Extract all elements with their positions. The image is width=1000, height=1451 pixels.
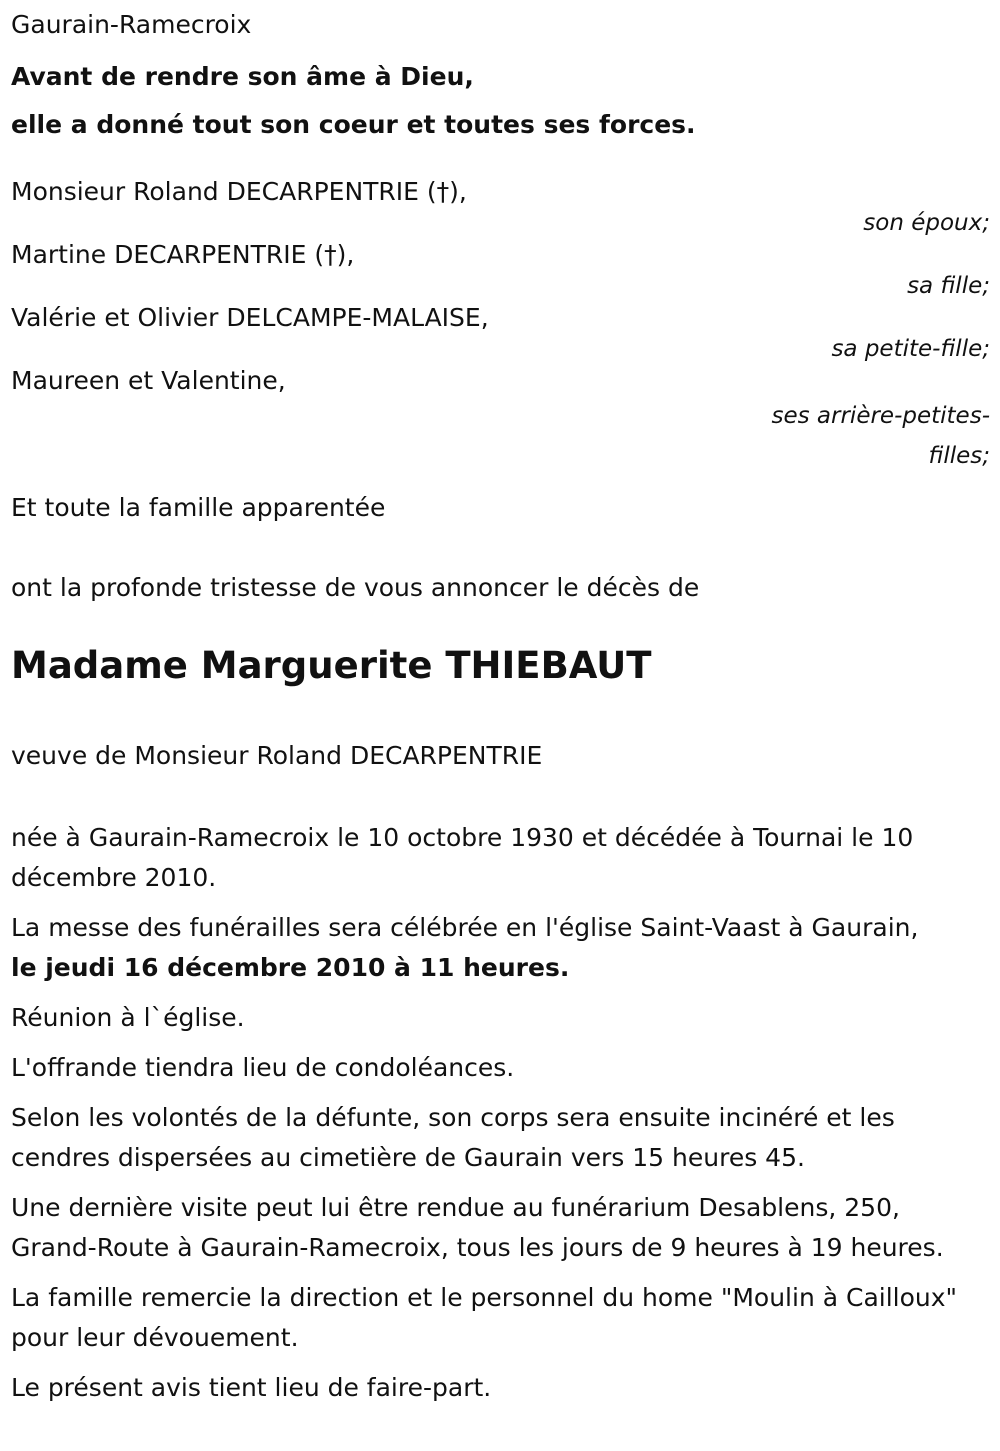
widow-of: veuve de Monsieur Roland DECARPENTRIE (11, 741, 543, 770)
mass-paragraph (11, 908, 990, 988)
family-member (11, 177, 990, 239)
offering-text: L'offrande tiendra lieu de condoléances. (11, 1053, 515, 1082)
lead-line-1: Avant de rendre son âme à Dieu, (11, 62, 474, 91)
family-list (11, 177, 990, 476)
family-member-name: Maureen et Valentine, (11, 366, 286, 395)
family-member-name: Valérie et Olivier DELCAMPE-MALAISE, (11, 303, 489, 332)
town-name: Gaurain-Ramecroix (11, 10, 252, 39)
family-member (11, 240, 990, 302)
announcement-text: ont la profonde tristesse de vous annoncer le décès de (11, 573, 700, 602)
family-member-name: Monsieur Roland DECARPENTRIE (†), (11, 177, 467, 206)
lead-line-2: elle a donné tout son coeur et toutes ses forces. (11, 110, 696, 139)
visit-text: Une dernière visite peut lui être rendue au funérarium Desablens, 250, Grand-Route à Gaurain-Ramecroix, tous les jours de 9 heures à 19 heures. (11, 1193, 944, 1262)
family-member-role: sa fille; (907, 273, 990, 299)
family-member (11, 303, 990, 365)
meeting-text: Réunion à l`église. (11, 1003, 245, 1032)
family-member-role: son époux; (863, 210, 990, 236)
deceased-name: Madame Marguerite THIEBAUT (11, 644, 652, 687)
mass-intro: La messe des funérailles sera célébrée en l'église Saint-Vaast à Gaurain, (11, 913, 919, 942)
family-member-role: ses arrière-petites-filles; (771, 403, 990, 469)
cremation-text: Selon les volontés de la défunte, son corps sera ensuite incinéré et les cendres dispersées au cimetière de Gaurain vers 15 heures 45. (11, 1103, 895, 1172)
obituary-notice (0, 5, 1000, 1451)
mass-date: le jeudi 16 décembre 2010 à 11 heures. (11, 953, 570, 982)
notice-text: Le présent avis tient lieu de faire-part. (11, 1373, 492, 1402)
thanks-text: La famille remercie la direction et le personnel du home "Moulin à Cailloux" pour leur dévouement. (11, 1283, 958, 1352)
extended-family: Et toute la famille apparentée (11, 493, 386, 522)
family-member-role: sa petite-fille; (831, 336, 990, 362)
family-member (11, 366, 990, 476)
birth-death-text: née à Gaurain-Ramecroix le 10 octobre 1930 et décédée à Tournai le 10 décembre 2010. (11, 823, 914, 892)
family-member-name: Martine DECARPENTRIE (†), (11, 240, 355, 269)
funeral-details (11, 818, 990, 1408)
